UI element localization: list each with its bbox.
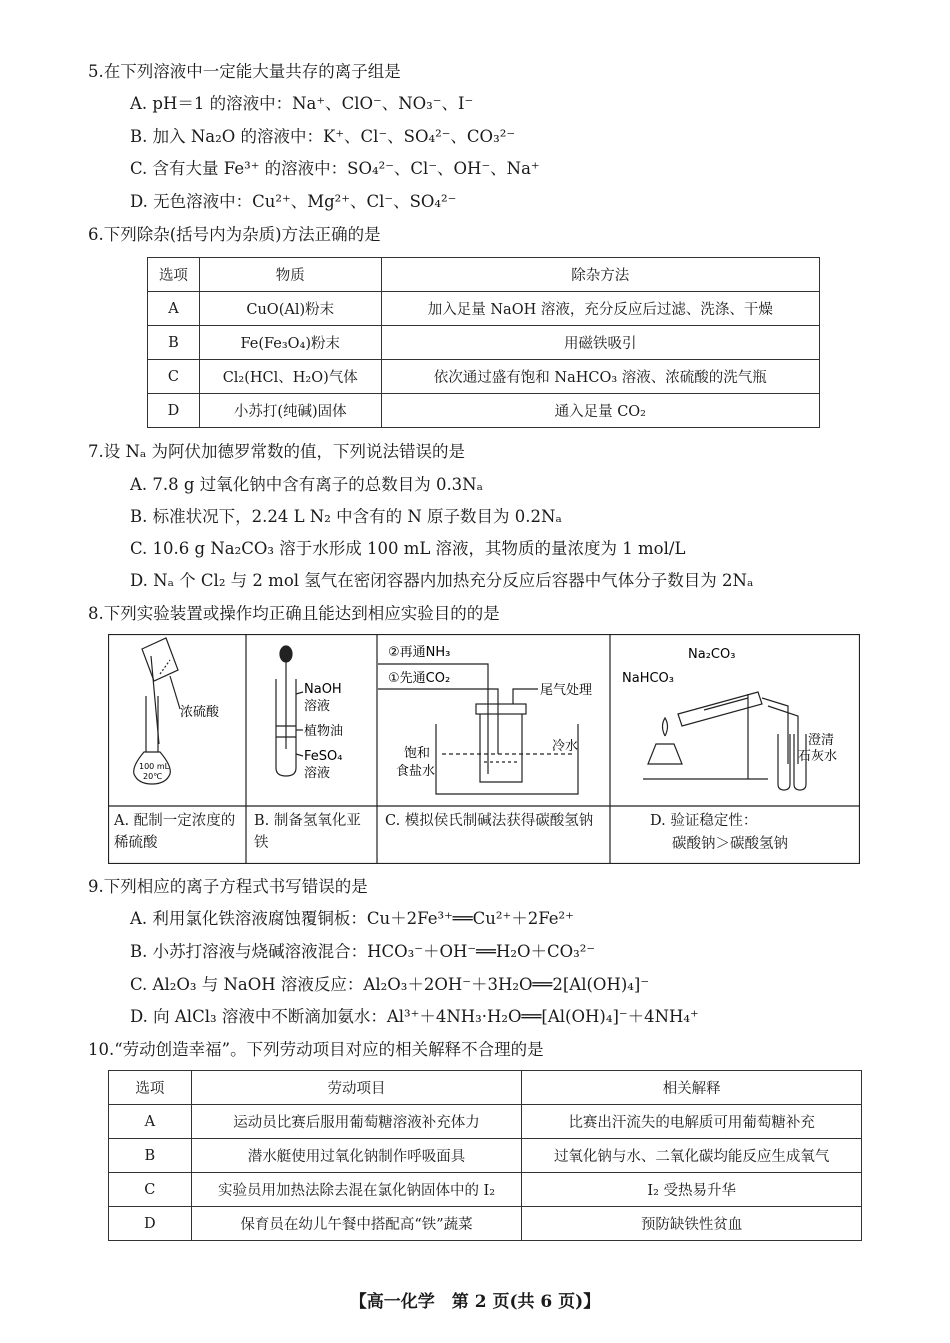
q6-header-cell: 除杂方法 (381, 258, 819, 292)
panel-b-caption: B. 制备氢氧化亚铁 (254, 813, 361, 851)
q5-option-b: B. 加入 Na₂O 的溶液中：K⁺、Cl⁻、SO₄²⁻、CO₃²⁻ (130, 127, 516, 146)
table-cell: A (148, 292, 200, 326)
table-cell: 小苏打(纯碱)固体 (199, 394, 381, 428)
table-cell: Cl₂(HCl、H₂O)气体 (199, 360, 381, 394)
panel-a-flask-volume: 100 mL (139, 762, 170, 771)
q10-table (108, 1070, 862, 1241)
table-row (148, 360, 820, 394)
panel-b-label: NaOH (304, 682, 342, 697)
panel-c-label: 冷水 (552, 739, 579, 754)
table-cell: D (148, 394, 200, 428)
table-cell: 实验员用加热法除去混在氯化钠固体中的 I₂ (191, 1173, 522, 1207)
q5-option-c: C. 含有大量 Fe³⁺ 的溶液中：SO₄²⁻、Cl⁻、OH⁻、Na⁺ (130, 159, 540, 178)
dropper-bulb (280, 646, 292, 662)
page-footer: 【高一化学 第 2 页(共 6 页)】 (349, 1292, 601, 1312)
stopper (476, 704, 526, 714)
alcohol-lamp (648, 744, 682, 764)
panel-b-label: 植物油 (304, 724, 344, 739)
q5-option-d: D. 无色溶液中：Cu²⁺、Mg²⁺、Cl⁻、SO₄²⁻ (130, 192, 457, 211)
table-cell: 预防缺铁性贫血 (522, 1207, 862, 1241)
q7-option-c: C. 10.6 g Na₂CO₃ 溶于水形成 100 mL 溶液，其物质的量浓度为 1 mol/L (130, 539, 686, 558)
q10-header-cell: 劳动项目 (191, 1071, 522, 1105)
panel-c-label: ①先通CO₂ (388, 671, 451, 686)
table-cell: C (109, 1173, 192, 1207)
table-row (148, 292, 820, 326)
panel-b-drawing (276, 646, 303, 776)
flame (663, 718, 668, 736)
q9-option-d: D. 向 AlCl₃ 溶液中不断滴加氨水：Al³⁺＋4NH₃·H₂O══[Al(OH)₄]⁻＋4NH₄⁺ (130, 1007, 699, 1026)
table-cell: 保育员在幼儿午餐中搭配高“铁”蔬菜 (191, 1207, 522, 1241)
q9-option-c: C. Al₂O₃ 与 NaOH 溶液反应：Al₂O₃＋2OH⁻＋3H₂O══2[Al(OH)₄]⁻ (130, 975, 650, 994)
panel-c-label: 饱和 (404, 746, 431, 761)
panel-d-caption-line1: D. 验证稳定性： (650, 813, 758, 829)
panel-a-caption: A. 配制一定浓度的稀硫酸 (114, 813, 236, 851)
beaker (142, 638, 178, 681)
table-cell: A (109, 1105, 192, 1139)
table-cell: Fe(Fe₃O₄)粉末 (199, 326, 381, 360)
table-cell: B (109, 1139, 192, 1173)
table-cell: 运动员比赛后服用葡萄糖溶液补充体力 (191, 1105, 522, 1139)
q8-stem: 8.下列实验装置或操作均正确且能达到相应实验目的的是 (88, 604, 500, 623)
table-cell: 过氧化钠与水、二氧化碳均能反应生成氧气 (522, 1139, 862, 1173)
table-cell: 通入足量 CO₂ (381, 394, 819, 428)
panel-d-label: Na₂CO₃ (688, 647, 736, 662)
table-row (109, 1105, 862, 1139)
panel-a-acid-label: 浓硫酸 (180, 705, 220, 720)
q6-stem: 6.下列除杂(括号内为杂质)方法正确的是 (88, 225, 381, 244)
table-cell: C (148, 360, 200, 394)
table-cell: 依次通过盛有饱和 NaHCO₃ 溶液、浓硫酸的洗气瓶 (381, 360, 819, 394)
table-row (148, 394, 820, 428)
table-row (148, 326, 820, 360)
q10-header-cell: 选项 (109, 1071, 192, 1105)
water-bath (436, 724, 578, 794)
q10-header-row (109, 1071, 862, 1105)
table-cell: 潜水艇使用过氧化钠制作呼吸面具 (191, 1139, 522, 1173)
table-cell: D (109, 1207, 192, 1241)
table-cell: B (148, 326, 200, 360)
panel-c-label: ②再通NH₃ (388, 645, 451, 660)
q7-option-d: D. Nₐ 个 Cl₂ 与 2 mol 氢气在密闭容器内加热充分反应后容器中气体分子数目为 2Nₐ (130, 571, 754, 590)
panel-d-label: NaHCO₃ (622, 671, 674, 686)
q9-option-b: B. 小苏打溶液与烧碱溶液混合：HCO₃⁻＋OH⁻══H₂O＋CO₃²⁻ (130, 942, 596, 961)
panel-b-label: 溶液 (304, 766, 331, 781)
table-cell: 加入足量 NaOH 溶液，充分反应后过滤、洗涤、干燥 (381, 292, 819, 326)
q6-header-cell: 选项 (148, 258, 200, 292)
table-row (109, 1139, 862, 1173)
q9-stem: 9.下列相应的离子方程式书写错误的是 (88, 877, 368, 896)
table-cell: 比赛出汗流失的电解质可用葡萄糖补充 (522, 1105, 862, 1139)
q10-stem: 10.“劳动创造幸福”。下列劳动项目对应的相关解释不合理的是 (88, 1040, 544, 1059)
q6-header-row (148, 258, 820, 292)
panel-b-label: 溶液 (304, 699, 331, 714)
q7-option-b: B. 标准状况下，2.24 L N₂ 中含有的 N 原子数目为 0.2Nₐ (130, 507, 562, 526)
panel-c-label: 食盐水 (396, 764, 436, 779)
panel-a-flask-temp: 20℃ (143, 772, 163, 781)
table-row (109, 1207, 862, 1241)
q7-stem: 7.设 Nₐ 为阿伏加德罗常数的值，下列说法错误的是 (88, 442, 466, 461)
q7-option-a: A. 7.8 g 过氧化钠中含有离子的总数目为 0.3Nₐ (130, 475, 483, 494)
q6-table (147, 257, 820, 428)
outer-tube (678, 692, 762, 726)
q10-header-cell: 相关解释 (522, 1071, 862, 1105)
panel-c-caption: C. 模拟侯氏制碱法获得碳酸氢钠 (385, 813, 594, 829)
q6-header-cell: 物质 (199, 258, 381, 292)
table-cell: CuO(Al)粉末 (199, 292, 381, 326)
q9-option-a: A. 利用氯化铁溶液腐蚀覆铜板：Cu＋2Fe³⁺══Cu²⁺＋2Fe²⁺ (130, 909, 574, 928)
panel-d-drawing (643, 692, 806, 790)
panel-c-label: 尾气处理 (540, 683, 593, 698)
q5-stem: 5.在下列溶液中一定能大量共存的离子组是 (88, 62, 401, 81)
panel-b-label: FeSO₄ (304, 749, 343, 764)
table-row (109, 1173, 862, 1207)
panel-d-caption-line2: 碳酸钠＞碳酸氢钠 (672, 836, 788, 852)
table-cell: I₂ 受热易升华 (522, 1173, 862, 1207)
q5-option-a: A. pH＝1 的溶液中：Na⁺、ClO⁻、NO₃⁻、I⁻ (130, 94, 474, 113)
panel-d-label: 石灰水 (798, 749, 838, 764)
gas-bottle (480, 714, 522, 782)
panel-d-label: 澄清 (808, 733, 835, 748)
table-cell: 用磁铁吸引 (381, 326, 819, 360)
